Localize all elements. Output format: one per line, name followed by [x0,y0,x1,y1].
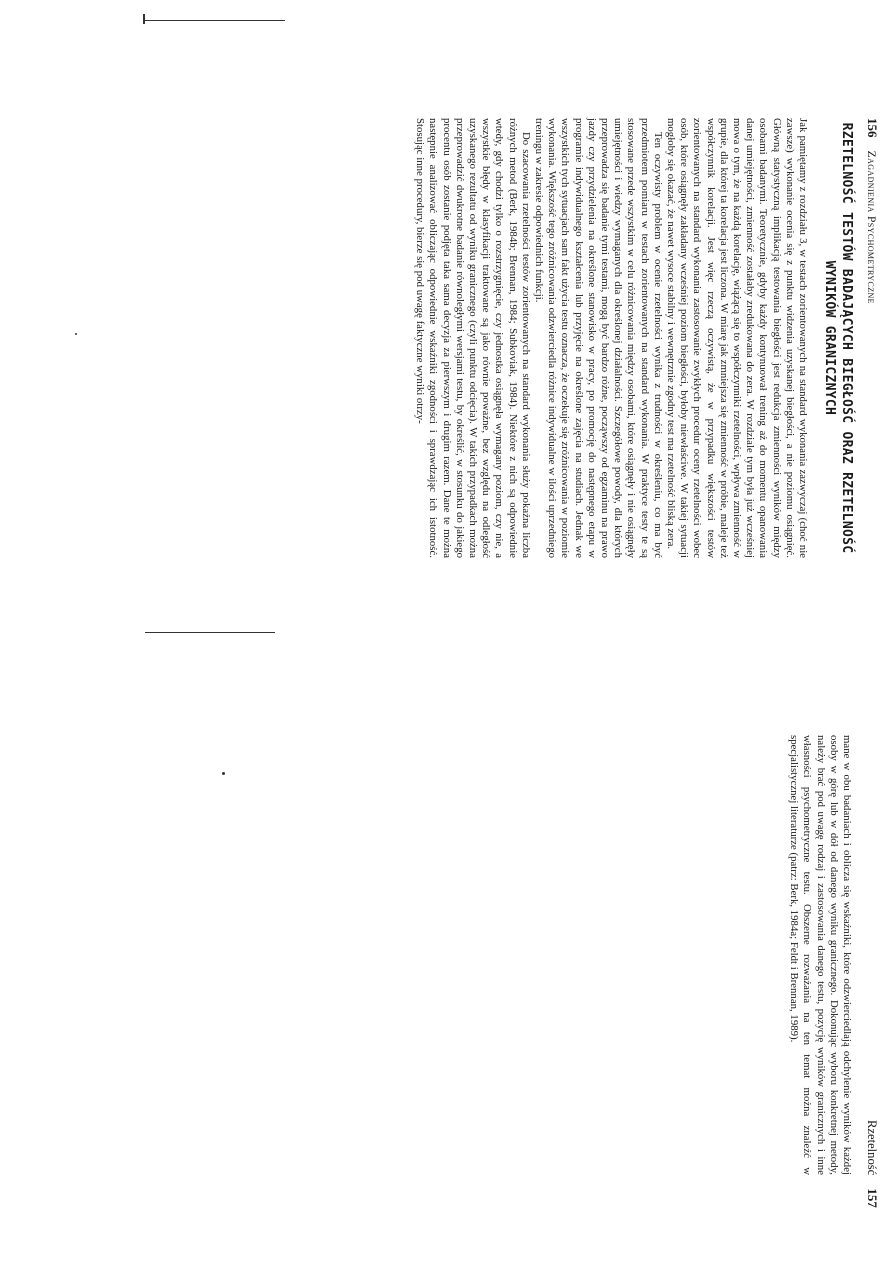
right-page-body [787,735,853,1175]
body-paragraph: mane w obu badaniach i oblicza się wskaźniki, które odzwierciedlają odchylenie wyników każdej osoby w górę lub w dół od danego wyniku granicznego. Dokonując wyboru konkretnej metody, należy brać pod uwagę rodzaj i zastosowania danego testu, pozycję wyników granicznych i inne własności psychometryczne testu. Obszerne rozważania na ten temat można znaleźć w specjalistycznej literaturze (patrz: Berk, 1984a; Feldt i Brennan, 1989). [788,735,853,1175]
right-running-head: Rzetelność [865,1120,879,1176]
left-running-head: Zagadnienia Psychometryczne [865,150,877,304]
section-title-line: WYNIKÓW GRANICZNYCH [822,260,837,416]
left-page-number: 156 [865,118,880,138]
right-page-number: 157 [865,1188,880,1208]
section-title-line: RZETELNOŚĆ TESTÓW BADAJĄCYCH BIEGŁOŚĆ ORAZ RZETELNOŚĆ [839,122,854,554]
left-page-body [413,118,855,558]
left-page-header [864,118,880,304]
body-paragraph: Ten oczywisty problem w ocenie rzetelności wynika z trudności w określeniu, co ma być przedmiotem pomiaru w testach zorientowanych na standard wykonania. W praktyce testy te są stosowane przede wszystkim w celu różnicowania między osobami, które osiągnęły i nie osiągnęły umiejętności i wiedzy wymaganych dla określonej działalności. Szczegółowe powody, dla których przeprowadza się badanie tymi testami, mogą być bardzo różne, począwszy od egzaminu na prawo jazdy czy przydzielenia na określone stanowisko w pracy, po promocję do następnego etapu w programie indywidualnego kształcenia lub przyjęcie na określone zajęcia na studiach. Jednak we wszystkich tych sytuacjach sam fakt użycia testu oznacza, że oczekuje się zróżnicowania w poziomie wykonania. Większość tego zróżnicowania odzwierciedla różnice indywidualne w ilości uprzedniego treningu w zakresie odpowiednich funkcji. [532,118,664,558]
section-title [821,118,855,558]
body-paragraph: Jak pamiętamy z rozdziału 3, w testach zorientowanych na standard wykonania zazwyczaj (choć nie zawsze) wykonanie ocenia się z punktu widzenia uzyskanej biegłości, a nie poziomu osiągnięć. Główną statystyczną implikacją testowania biegłości jest redukcja zmienności wyników między osobami badanymi. Teoretycznie, gdyby każdy kontynuował trening aż do momentu opanowania danej umiejętności, zmienność zostałaby zredukowana do zera. W rozdziale tym była już wcześniej mowa o tym, że na każdą korelację, wiążącą się to współczynniki rzetelności, wpływa zmienność w grupie, dla której ta korelacja jest liczona. W miarę jak zmniejsza się zmienność w próbie, maleje też współczynnik korelacji. Jest więc rzeczą oczywistą, że w przypadku większości testów zorientowanych na standard wykonania zastosowanie zwykłych procedur oceny rzetelności wobec osób, które osiągnęły zakładany wcześniej poziom biegłości, byłoby niewłaściwe. W takiej sytuacji mogłoby się okazać, że nawet wysoce stabilny i wewnętrznie zgodny test ma rzetelność bliską zera. [664,118,809,558]
body-paragraph: Do szacowania rzetelności testów zorientowanych na standard wykonania służy pokaźna liczba różnych metod (Berk, 1984b; Brennan, 1984; Subkoviak, 1984). Niektóre z nich są odpowiednie wtedy, gdy chodzi tylko o rozstrzygnięcie, czy jednostka osiągnęła wymagany poziom, czy nie, a wszystkie błędy w klasyfikacji traktowane są jako równie poważne, bez względu na odległość uzyskanego rezultatu od wyniku granicznego (czyli punktu odcięcia). W takich przypadkach można przeprowadzić dwukrotne badanie równoległymi wersjami testu, by określić, w stosunku do jakiego procentu osób zostanie podjęta taka sama decyzja za pierwszym i drugim razem. Dane te można następnie analizować obliczając odpowiednie wskaźniki zgodności i sprawdzając ich istotność. Stosując inne procedury, bierze się pod uwagę faktyczne wyniki otrzy- [414,118,532,558]
right-page-header [864,1120,880,1208]
